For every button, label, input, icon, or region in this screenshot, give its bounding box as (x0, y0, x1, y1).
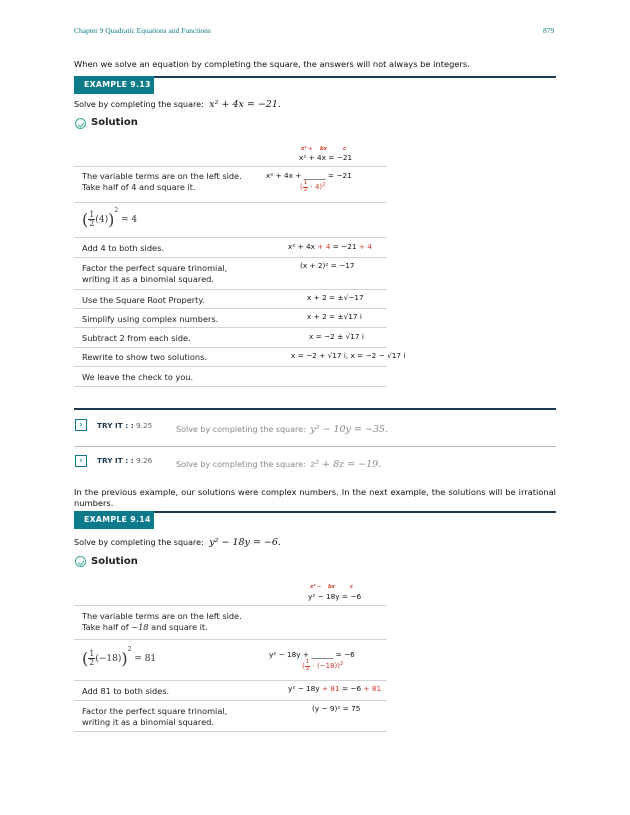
try-it-text (176, 459, 381, 470)
step-4 (82, 263, 227, 284)
middle-paragraph: In the previous example, our solutions were complex numbers. In the next example, the solutions will be irrational numbers. (74, 487, 556, 508)
step-3-eq-red1: + 4 (317, 242, 331, 251)
label-c: c (343, 146, 346, 152)
example-9-13-banner: EXAMPLE 9.13 (74, 76, 154, 94)
row-divider (74, 366, 387, 367)
step-5-eq: x + 2 = ±√−17 (307, 293, 364, 302)
step-3-eq-red1: + 81 (321, 684, 340, 693)
step-1 (82, 611, 242, 632)
step-7: Subtract 2 from each side. (82, 333, 191, 343)
step-1-line2: Take half of 4 and square it. (82, 181, 196, 192)
row-divider (74, 700, 387, 701)
step-3-eq-red2: + 4 (358, 242, 372, 251)
row-divider (74, 257, 387, 258)
solution-title: Solution (91, 117, 138, 128)
check-circle-icon (75, 556, 86, 567)
step-3: Add 81 to both sides. (82, 686, 170, 696)
step-4-line2: writing it as a binomial squared. (82, 273, 214, 284)
step-5: Use the Square Root Property. (82, 295, 205, 305)
label-a: x² + (301, 146, 313, 152)
try-it-equation: y² − 10y = −35. (310, 424, 388, 435)
step-4-line1: Factor the perfect square trinomial, (82, 706, 228, 716)
prompt-text: Solve by completing the square: (74, 100, 204, 109)
step-3-eq-a: x² + 4x (288, 242, 318, 251)
row-divider (74, 639, 387, 640)
step-1-line2 (82, 622, 242, 633)
try-it-text (176, 424, 388, 435)
prompt-equation: x² + 4x = −21. (209, 99, 281, 110)
step-3-eq (288, 242, 372, 251)
step-3-eq-red2: + 81 (363, 684, 382, 693)
example-9-14-prompt (74, 537, 281, 548)
step-4-line1: Factor the perfect square trinomial, (82, 263, 228, 273)
step-3-eq-a: y² − 18y (288, 684, 322, 693)
try-it-number: 9.26 (136, 456, 153, 465)
try-it-prompt: Solve by completing the square: (176, 425, 306, 434)
step-4-eq: (x + 2)² = −17 (300, 261, 355, 270)
step-8-eq: x = −2 + √17 i, x = −2 − √17 i (291, 351, 406, 360)
label-bx: bx (320, 146, 327, 152)
row-divider (74, 308, 387, 309)
chapter-header: Chapter 9 Quadratic Equations and Functions (74, 26, 211, 35)
step-1-sub-eq: ( $\frac{1}{2}$ · 4)$^2$ (300, 180, 326, 193)
step-1-line1: The variable terms are on the left side. (82, 611, 242, 621)
try-it-equation: z² + 8z = −19. (310, 459, 382, 470)
step-1-math: −18 (131, 621, 149, 632)
step-3-eq-b: = −6 (339, 684, 364, 693)
step-4-line2: writing it as a binomial squared. (82, 716, 214, 727)
prompt-equation: y² − 18y = −6. (209, 537, 281, 548)
step-4-eq: (y − 9)² = 75 (312, 704, 361, 713)
try-divider (74, 446, 556, 447)
step-8: Rewrite to show two solutions. (82, 352, 207, 362)
check-circle-icon (75, 118, 86, 129)
chevron-right-icon[interactable]: › (75, 455, 87, 467)
try-it-number: 9.25 (136, 421, 153, 430)
row-divider (74, 605, 387, 606)
step-6-eq: x + 2 = ±√17 i (307, 312, 362, 321)
solution-title: Solution (91, 556, 138, 567)
row-divider (74, 327, 387, 328)
chevron-right-icon[interactable]: › (75, 419, 87, 431)
step-1-line1: The variable terms are on the left side. (82, 171, 242, 181)
step-1 (82, 171, 242, 192)
row-divider (74, 731, 387, 732)
row-divider (74, 202, 387, 203)
row-divider (74, 237, 387, 238)
step-1-sub-eq: ( $\frac{1}{2}$ · (−18))$^2$ (302, 659, 344, 672)
step-1-text2: Take half of (82, 621, 129, 632)
step-2-expression: ( $\frac{1}{2}$ (−18))$^2$ = 81 (82, 646, 157, 668)
top-equation: y² − 18y = −6 (308, 592, 362, 601)
row-divider (74, 680, 387, 681)
label-bx: bx (328, 584, 335, 590)
step-4 (82, 706, 227, 727)
row-divider (74, 347, 387, 348)
step-3-eq (288, 684, 381, 693)
example-9-14-banner: EXAMPLE 9.14 (74, 511, 154, 529)
intro-text: When we solve an equation by completing the square, the answers will not always be integers. (74, 59, 470, 69)
step-3: Add 4 to both sides. (82, 243, 164, 253)
page-number: 879 (543, 26, 555, 35)
row-divider (74, 166, 387, 167)
example-9-13-prompt (74, 99, 281, 110)
label-a: x² − (310, 584, 322, 590)
label-c: c (350, 584, 353, 590)
try-it-rule (74, 408, 556, 410)
step-1-text4: and square it. (151, 621, 208, 632)
step-6: Simplify using complex numbers. (82, 314, 219, 324)
row-divider (74, 289, 387, 290)
step-1-eq: x² + 4x + ______ = −21 (266, 171, 352, 180)
prompt-text: Solve by completing the square: (74, 538, 204, 547)
top-equation: x² + 4x = −21 (299, 153, 353, 162)
step-3-eq-b: = −21 (330, 242, 359, 251)
try-it-label: TRY IT : : (97, 456, 134, 465)
try-it-label: TRY IT : : (97, 421, 134, 430)
step-2-expression: ( $\frac{1}{2}$ (4))$^2$ = 4 (82, 207, 138, 229)
step-9: We leave the check to you. (82, 372, 194, 382)
step-1-eq: y² − 18y + ______ = −6 (269, 650, 355, 659)
step-7-eq: x = −2 ± √17 i (309, 332, 364, 341)
try-it-prompt: Solve by completing the square: (176, 460, 306, 469)
row-divider (74, 386, 387, 387)
